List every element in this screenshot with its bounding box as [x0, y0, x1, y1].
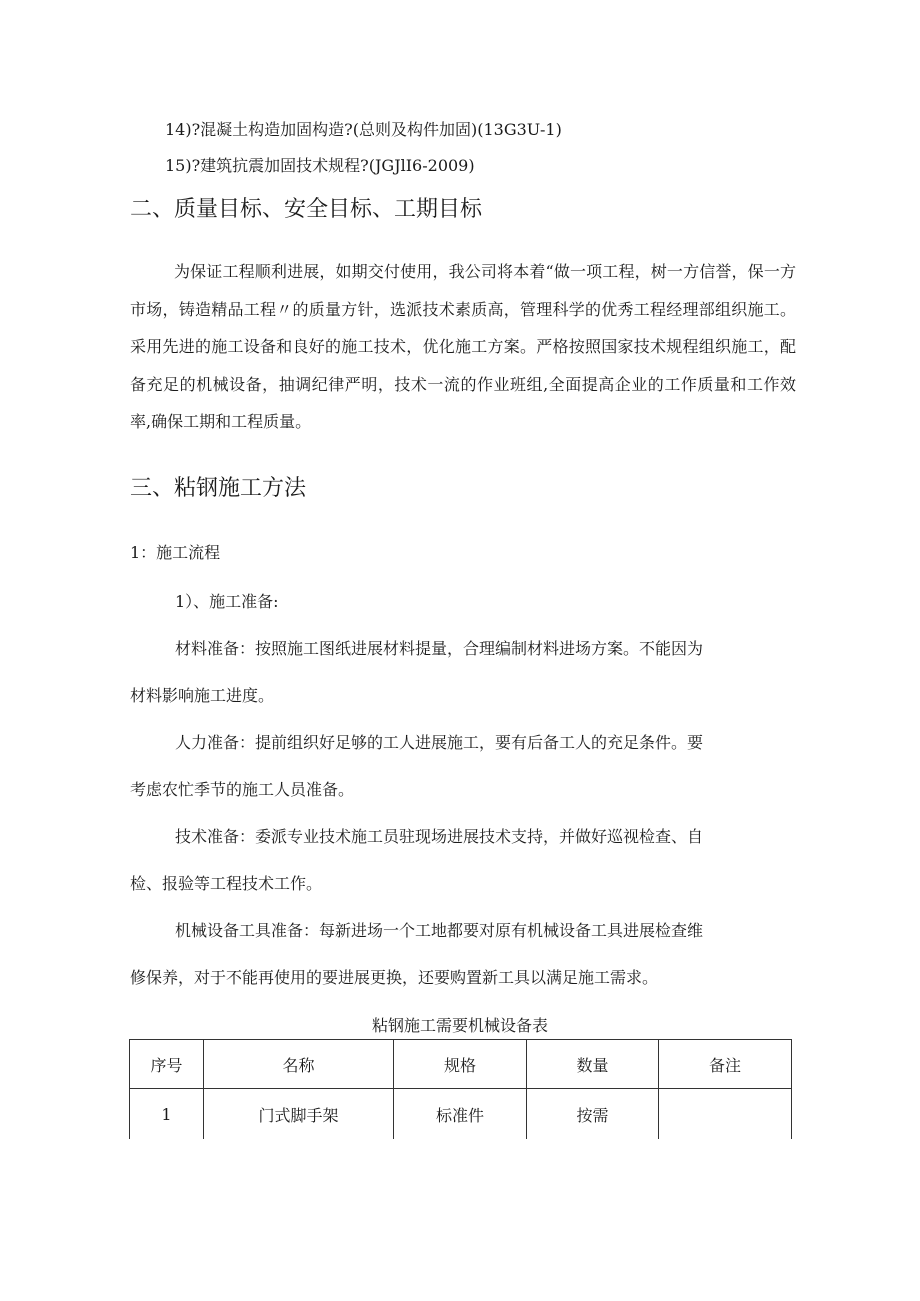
subsection-1-title: 1：施工流程 — [130, 543, 221, 562]
cell-name: 门式脚手架 — [204, 1089, 394, 1140]
table-caption: 粘钢施工需要机械设备表 — [371, 1016, 548, 1035]
section-2-paragraph — [130, 253, 796, 441]
section-2-heading: 二、质量目标、安全目标、工期目标 — [130, 197, 483, 222]
header-index: 序号 — [130, 1040, 204, 1089]
table-header-row — [130, 1040, 792, 1089]
table-row — [130, 1089, 792, 1140]
header-spec: 规格 — [394, 1040, 527, 1089]
cell-spec: 标准件 — [394, 1089, 527, 1140]
equipment-prep-line2: 修保养，对于不能再使用的要进展更换，还要购置新工具以满足施工需求。 — [130, 968, 659, 987]
header-name: 名称 — [204, 1040, 394, 1089]
header-quantity: 数量 — [527, 1040, 659, 1089]
cell-remarks — [659, 1089, 792, 1140]
tech-prep-line1: 技术准备：委派专业技术施工员驻现场进展技术支持，并做好巡视检查、自 — [175, 827, 704, 846]
labor-prep-line2: 考虑农忙季节的施工人员准备。 — [130, 780, 355, 799]
section-2-paragraph-text: 为保证工程顺利进展，如期交付使用，我公司将本着“做一项工程，树一方信誉，保一方市场，铸造精品工程〃的质量方针，选派技术素质高，管理科学的优秀工程经理部组织施工。采用先进的施工设备和良好的施工技术，优化施工方案。严格按照国家技术规程组织施工，配备充足的机械设备，抽调纪律严明，技术一流的作业班组,全面提高企业的工作质量和工作效率,确保工期和工程质量。 — [130, 262, 796, 431]
subsection-1-1-title: 1）、施工准备: — [175, 592, 279, 611]
cell-index: 1 — [130, 1089, 204, 1140]
reference-14: 14)?混凝土构造加固构造?(总则及构件加固)(13G3U-1) — [165, 120, 562, 139]
tech-prep-line2: 检、报验等工程技术工作。 — [130, 874, 323, 893]
equipment-prep-line1: 机械设备工具准备：每新进场一个工地都要对原有机械设备工具进展检查维 — [175, 921, 704, 940]
material-prep-line1: 材料准备：按照施工图纸进展材料提量，合理编制材料进场方案。不能因为 — [175, 639, 704, 658]
equipment-table — [129, 1039, 792, 1139]
reference-15: 15)?建筑抗震加固技术规程?(JGJlI6-2009) — [165, 156, 475, 175]
section-3-heading: 三、粘钢施工方法 — [130, 476, 307, 501]
labor-prep-line1: 人力准备：提前组织好足够的工人进展施工，要有后备工人的充足条件。要 — [175, 733, 704, 752]
material-prep-line2: 材料影响施工进度。 — [130, 686, 275, 705]
cell-quantity: 按需 — [527, 1089, 659, 1140]
header-remarks: 备注 — [659, 1040, 792, 1089]
